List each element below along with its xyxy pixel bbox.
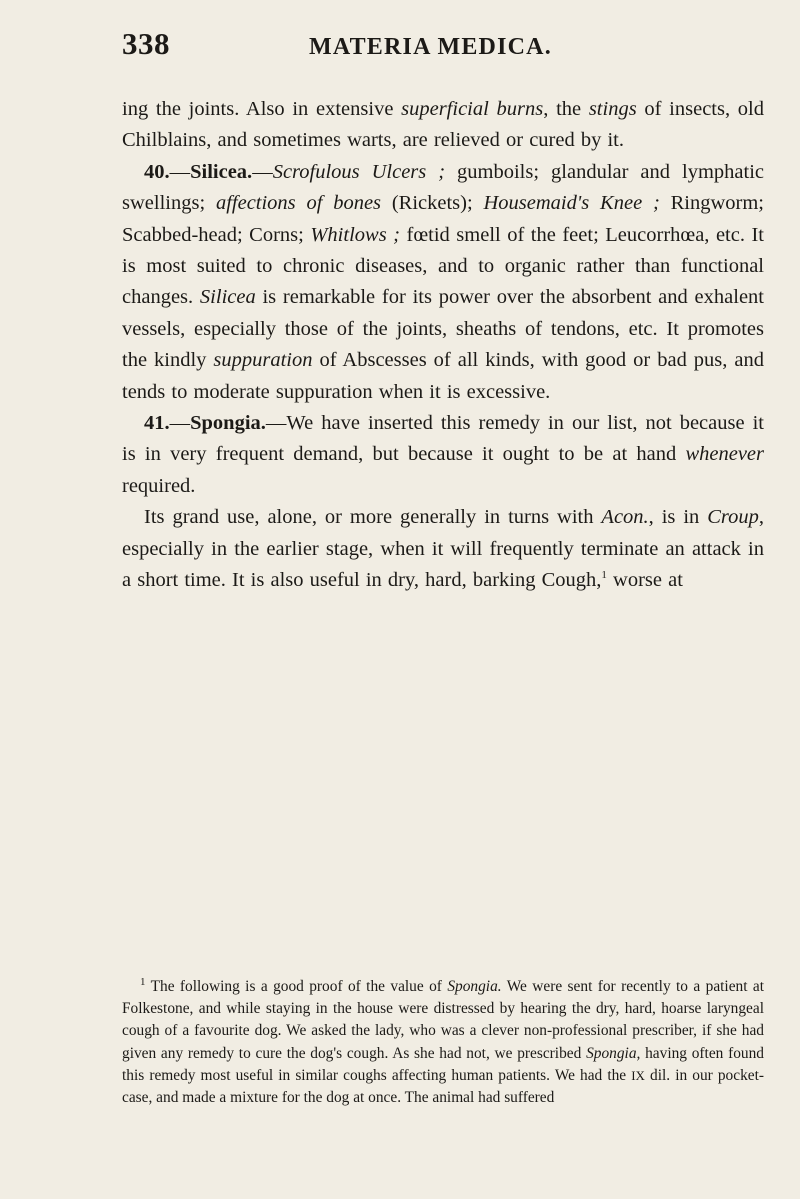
text-run: — [252, 160, 273, 183]
footnote-paragraph [122, 976, 764, 1109]
running-title: MATERIA MEDICA. [309, 34, 552, 60]
text-run: fœtid smell of the feet; Leucorrhœa, etc. It is most suited to chronic diseases, and to organic rather than functional changes. [122, 223, 764, 309]
text-run: — [169, 160, 191, 183]
remedy-name: Spongia. [190, 412, 266, 435]
footnote-marker: 1 [140, 975, 146, 988]
italic-run: Scrofulous Ulcers ; [272, 160, 446, 183]
text-run: dil. in our pocket-case, and made a mixture for the dog at once. The animal had suffered [122, 1066, 765, 1107]
paragraph-silicea [122, 157, 764, 408]
italic-run: suppuration [213, 349, 313, 372]
text-run: required. [122, 474, 196, 497]
text-run: , the [543, 98, 589, 120]
italic-run: Croup [707, 506, 759, 529]
text-run: —We have inserted this remedy in our list, not because it is in very frequent demand, but because it ought to be at hand [122, 412, 764, 466]
italic-run: Silicea [199, 286, 256, 309]
italic-run: Housemaid's Knee ; [483, 192, 660, 215]
remedy-name: Silicea. [190, 160, 253, 183]
text-run: We were sent for recently to a patient at Folkestone, and while staying in the house were distressed by hearing the dry, hard, hoarse laryngeal cough of a favourite dog. We asked the lady, who was a clever non-professional prescriber, if she had given any remedy to cure the dog's cough. As she had not, we prescribed [122, 978, 765, 1062]
text-run: of insects, old Chilblains, and sometimes warts, are relieved or cured by it. [122, 98, 764, 152]
text-run: — [169, 412, 191, 435]
italic-run: Acon. [601, 506, 649, 529]
italic-run: affections of bones [215, 192, 382, 215]
text-run: of Abscesses of all kinds, with good or bad pus, and tends to moderate suppuration when it is excessive. [122, 349, 764, 403]
paragraph-croup [122, 502, 764, 596]
text-run: Ringworm; Scabbed-head; Corns; [122, 192, 764, 246]
text-run: ing the joints. Also in extensive [122, 98, 402, 120]
small-caps-run: IX [631, 1067, 645, 1083]
text-run: gumboils; glandular and lymphatic swellings; [122, 160, 764, 215]
entry-number: 40. [144, 160, 170, 183]
footnote-reference: 1 [601, 569, 607, 582]
page-header [122, 22, 762, 68]
entry-number: 41. [144, 412, 170, 435]
footnote [122, 976, 764, 1109]
italic-run: stings [588, 98, 637, 120]
body-text [122, 94, 764, 597]
text-run: The following is a good proof of the value of [145, 978, 448, 995]
paragraph-spongia [122, 408, 764, 502]
text-run: worse at [606, 569, 683, 592]
italic-run: Whitlows ; [310, 223, 401, 246]
italic-run: whenever [685, 443, 764, 466]
text-run: Its grand use, alone, or more generally in turns with [144, 506, 602, 529]
text-run: is remarkable for its power over the absorbent and exhalent vessels, especially those of the joints, sheaths of tendons, etc. It promotes the kindly [122, 286, 764, 372]
paragraph-burns [122, 94, 764, 157]
italic-run: superficial burns [401, 98, 544, 120]
italic-run: Spongia. [447, 978, 502, 995]
text-run: , is in [648, 506, 708, 529]
text-run: , especially in the earlier stage, when it will frequently terminate an attack in a short time. It is also useful in dry, hard, barking Cough, [122, 506, 765, 592]
italic-run: Spongia, [586, 1044, 641, 1062]
text-run: (Rickets); [381, 192, 484, 215]
page-number: 338 [122, 26, 170, 61]
text-run: having often found this remedy most useful in similar coughs affecting human patients. We had the [122, 1044, 765, 1084]
